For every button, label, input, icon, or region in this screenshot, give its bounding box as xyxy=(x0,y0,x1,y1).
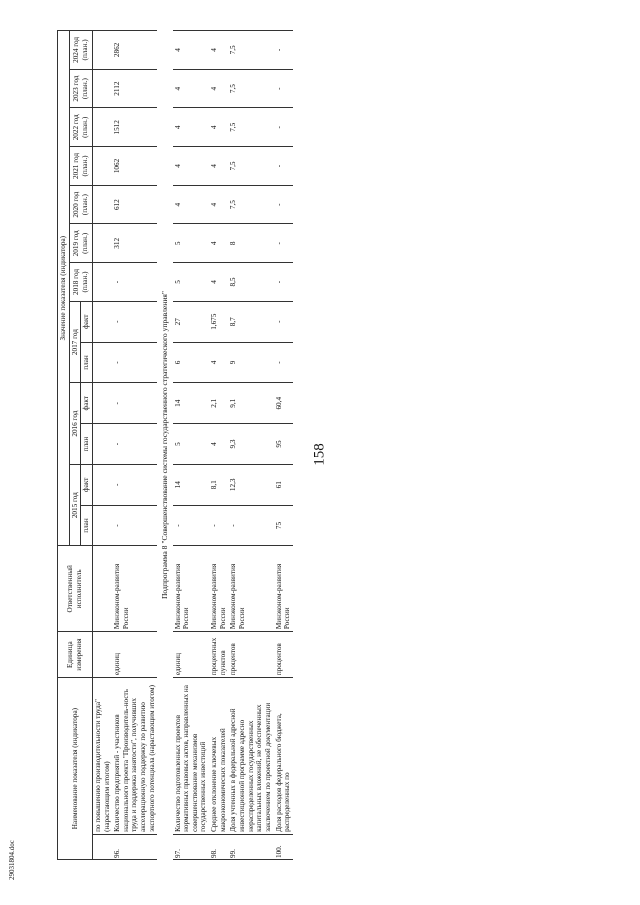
header-2015-fact: факт xyxy=(81,464,93,505)
table-row xyxy=(228,31,273,860)
row-number: 96. xyxy=(112,834,157,859)
value-2024: 4 xyxy=(209,31,228,70)
value-2023: - xyxy=(274,69,293,108)
responsible-cell: Минэконом-развития России xyxy=(274,546,293,632)
value-2018: - xyxy=(112,263,157,302)
header-2024: 2024 год (план.) xyxy=(69,31,92,70)
value-2024: - xyxy=(274,31,293,70)
value-2016-plan: 95 xyxy=(274,424,293,465)
responsible-cell: Минэконом-развития России xyxy=(112,546,157,632)
value-2017-fact: 8,7 xyxy=(228,301,273,342)
value-2017-plan: 9 xyxy=(228,342,273,383)
indicator-name: Среднее отклонение ключевых макроэкономических показателей xyxy=(209,678,228,835)
value-2016-plan: 9,3 xyxy=(228,424,273,465)
value-2018: - xyxy=(274,263,293,302)
unit-cell: единиц xyxy=(112,632,157,678)
row-number: 98. xyxy=(209,834,228,859)
value-2018: 4 xyxy=(209,263,228,302)
value-2017-plan: - xyxy=(274,342,293,383)
header-unit: Единица измерения xyxy=(58,632,93,678)
value-2020: - xyxy=(274,185,293,224)
value-2021: 1062 xyxy=(112,147,157,186)
indicators-table xyxy=(57,30,293,860)
value-2015-plan: - xyxy=(209,505,228,546)
responsible-cell: Минэконом-развития России xyxy=(209,546,228,632)
header-2018: 2018 год (план.) xyxy=(69,263,92,302)
value-2017-plan: 6 xyxy=(173,342,210,383)
value-2017-fact: - xyxy=(274,301,293,342)
value-2021: - xyxy=(274,147,293,186)
value-2019: 312 xyxy=(112,224,157,263)
value-2019: 8 xyxy=(228,224,273,263)
header-2020: 2020 год (план.) xyxy=(69,185,92,224)
header-values-group: Значение показателя (индикатора) xyxy=(58,31,70,546)
subprogram-title: Подпрограмма 8 "Совершенствование системы государственного стратегического управления" xyxy=(160,290,170,600)
page-number: 158 xyxy=(311,443,328,466)
header-2017: 2017 год xyxy=(69,301,81,383)
value-2015-fact: 61 xyxy=(274,464,293,505)
unit-cell: процентов xyxy=(228,632,273,678)
value-2018: 8,5 xyxy=(228,263,273,302)
value-2015-plan: 75 xyxy=(274,505,293,546)
value-2019: 4 xyxy=(209,224,228,263)
value-2022: 4 xyxy=(173,108,210,147)
value-2023: 7,5 xyxy=(228,69,273,108)
value-2017-plan: 4 xyxy=(209,342,228,383)
value-2015-fact: 14 xyxy=(173,464,210,505)
table-row xyxy=(274,31,293,860)
value-2016-fact: 60,4 xyxy=(274,383,293,424)
header-2021: 2021 год (план.) xyxy=(69,147,92,186)
row-number: 99. xyxy=(228,834,273,859)
value-2023: 4 xyxy=(173,69,210,108)
value-2016-plan: 5 xyxy=(173,424,210,465)
value-2016-plan: - xyxy=(112,424,157,465)
header-2015-plan: план xyxy=(81,505,93,546)
header-2017-plan: план xyxy=(81,342,93,383)
value-2016-plan: 4 xyxy=(209,424,228,465)
header-2016: 2016 год xyxy=(69,383,81,465)
header-2022: 2022 год (план.) xyxy=(69,108,92,147)
value-2021: 4 xyxy=(173,147,210,186)
value-2016-fact: 2,1 xyxy=(209,383,228,424)
indicator-name: Доля учтенных в федеральной адресной инвестиционной программе адресно нераспределенных государственных капитальных вложений, не обеспеченных заключением по проектной документации xyxy=(228,678,273,835)
unit-cell: процентов xyxy=(274,632,293,678)
value-2015-fact: 8,1 xyxy=(209,464,228,505)
continuation-text: по повышению производительности труда" (нарастающим итогом) xyxy=(92,678,112,835)
row-number: 97. xyxy=(173,834,210,859)
value-2020: 7,5 xyxy=(228,185,273,224)
subprogram-row xyxy=(157,31,172,860)
value-2016-fact: 14 xyxy=(173,383,210,424)
value-2018: 5 xyxy=(173,263,210,302)
value-2015-plan: - xyxy=(173,505,210,546)
value-2021: 4 xyxy=(209,147,228,186)
indicator-name: Количество предприятий - участников национального проекта "Производитель-ность труда и поддержка занятости", получивших акселерационную поддержку по развитию экспортного потенциала (нарастающим итогом) xyxy=(112,678,157,835)
value-2023: 2112 xyxy=(112,69,157,108)
value-2020: 4 xyxy=(209,185,228,224)
value-2019: 5 xyxy=(173,224,210,263)
value-2015-fact: - xyxy=(112,464,157,505)
unit-cell: единиц xyxy=(173,632,210,678)
value-2016-fact: - xyxy=(112,383,157,424)
header-responsible: Ответственный исполнитель xyxy=(58,546,93,632)
rotated-table-container xyxy=(57,30,580,860)
header-name: Наименование показателя (индикатора) xyxy=(58,678,93,860)
header-2016-plan: план xyxy=(81,424,93,465)
responsible-cell: Минэконом-развития России xyxy=(173,546,210,632)
header-2023: 2023 год (план.) xyxy=(69,69,92,108)
document-code: 29031804.doc xyxy=(8,840,16,880)
responsible-cell: Минэконом-развития России xyxy=(228,546,273,632)
value-2024: 7,5 xyxy=(228,31,273,70)
value-2022: 1512 xyxy=(112,108,157,147)
value-2024: 4 xyxy=(173,31,210,70)
value-2017-fact: 1,675 xyxy=(209,301,228,342)
value-2020: 612 xyxy=(112,185,157,224)
value-2022: 7,5 xyxy=(228,108,273,147)
value-2024: 2862 xyxy=(112,31,157,70)
value-2015-plan: - xyxy=(228,505,273,546)
value-2022: - xyxy=(274,108,293,147)
table-row xyxy=(173,31,210,860)
value-2017-fact: 27 xyxy=(173,301,210,342)
header-2016-fact: факт xyxy=(81,383,93,424)
value-2023: 4 xyxy=(209,69,228,108)
value-2021: 7,5 xyxy=(228,147,273,186)
table-row xyxy=(209,31,228,860)
row-number: 100. xyxy=(274,834,293,859)
value-2015-fact: 12,3 xyxy=(228,464,273,505)
indicator-name: Доля расходов федерального бюджета, распределенных по xyxy=(274,678,293,835)
value-2022: 4 xyxy=(209,108,228,147)
value-2019: - xyxy=(274,224,293,263)
table-row-continuation xyxy=(92,31,112,860)
value-2016-fact: 9,1 xyxy=(228,383,273,424)
table-row xyxy=(112,31,157,860)
unit-cell: процентных пунктов xyxy=(209,632,228,678)
header-2015: 2015 год xyxy=(69,464,81,546)
header-2019: 2019 год (план.) xyxy=(69,224,92,263)
indicator-name: Количество подготовленных проектов нормативных правовых актов, направленных на совершенствование механизмов государственных инвестиций xyxy=(173,678,210,835)
header-2017-fact: факт xyxy=(81,301,93,342)
value-2020: 4 xyxy=(173,185,210,224)
value-2017-fact: - xyxy=(112,301,157,342)
value-2017-plan: - xyxy=(112,342,157,383)
value-2015-plan: - xyxy=(112,505,157,546)
